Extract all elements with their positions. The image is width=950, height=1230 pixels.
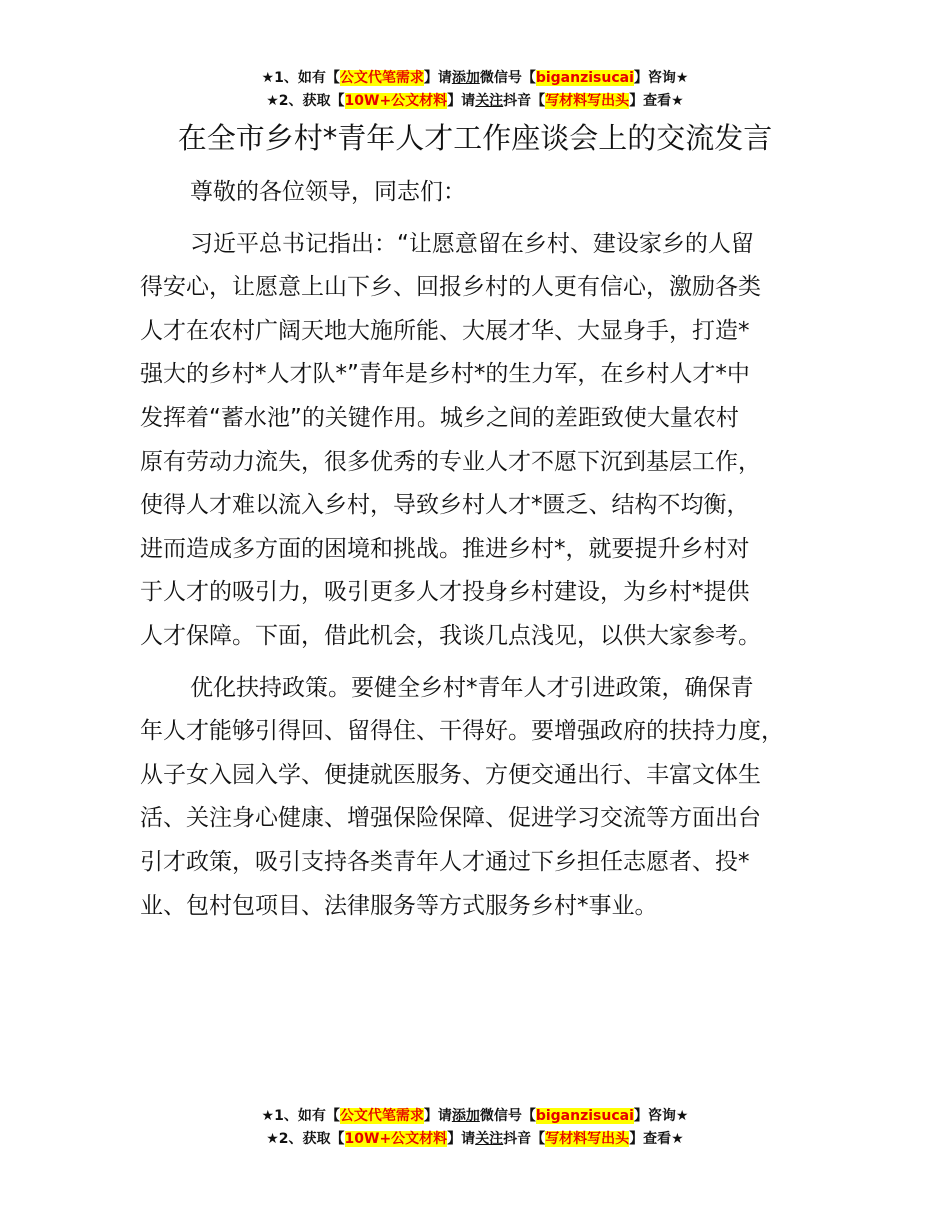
underlined-text: 添加 bbox=[451, 1108, 480, 1124]
banner-line-2 bbox=[0, 1128, 950, 1151]
text-line: 于人才的吸引力，吸引更多人才投身乡村建设，为乡村*提供 bbox=[140, 579, 750, 606]
paragraph-policy bbox=[140, 667, 830, 929]
text-line: 引才政策，吸引支持各类青年人才通过下乡担任志愿者、投* bbox=[140, 848, 750, 875]
highlight-douyin-account: 写材料写出头 bbox=[545, 1131, 630, 1147]
text-line: 发挥着“蓄水池”的关键作用。城乡之间的差距致使大量农村 bbox=[140, 404, 739, 431]
banner-text: ★1、如有【 bbox=[261, 1108, 340, 1124]
banner-text: 】请 bbox=[447, 93, 476, 109]
text-line: 人才保障。下面，借此机会，我谈几点浅见，以供大家参考。 bbox=[140, 622, 761, 649]
text-line: 从子女入园入学、便捷就医服务、方便交通出行、丰富文体生 bbox=[140, 761, 761, 788]
text-line: 使得人才难以流入乡村，导致乡村人才*匮乏、结构不均衡， bbox=[140, 492, 750, 519]
highlight-service: 公文代笔需求 bbox=[339, 70, 424, 86]
highlight-wechat-id: biganzisucai bbox=[535, 1108, 634, 1124]
banner-line-1 bbox=[0, 1105, 950, 1128]
footer-banner bbox=[0, 1105, 950, 1151]
banner-text: ★2、获取【 bbox=[266, 1131, 345, 1147]
text-line: 强大的乡村*人才队*”青年是乡村*的生力军，在乡村人才*中 bbox=[140, 361, 750, 388]
text-line: 习近平总书记指出：“让愿意留在乡村、建设家乡的人留 bbox=[190, 230, 754, 257]
text-line: 进而造成多方面的困境和挑战。推进乡村*，就要提升乡村对 bbox=[140, 535, 750, 562]
banner-text: 微信号【 bbox=[479, 1108, 536, 1124]
text-line: 优化扶持政策。要健全乡村*青年人才引进政策，确保青 bbox=[190, 674, 754, 701]
underlined-text: 关注 bbox=[475, 1131, 504, 1147]
paragraph-salutation bbox=[140, 171, 830, 215]
highlight-materials: 10W+公文材料 bbox=[344, 93, 448, 109]
underlined-text: 关注 bbox=[475, 93, 504, 109]
banner-text: 】请 bbox=[423, 70, 452, 86]
document-body bbox=[140, 171, 830, 936]
underlined-text: 添加 bbox=[451, 70, 480, 86]
highlight-wechat-id: biganzisucai bbox=[535, 70, 634, 86]
banner-line-2 bbox=[0, 90, 950, 113]
document-title: 在全市乡村*青年人才工作座谈会上的交流发言 bbox=[177, 121, 773, 155]
paragraph-intro bbox=[140, 223, 830, 659]
banner-text: 】请 bbox=[423, 1108, 452, 1124]
banner-text: 】咨询★ bbox=[633, 70, 689, 86]
banner-text: ★2、获取【 bbox=[266, 93, 345, 109]
text-line: 人才在农村广阔天地大施所能、大展才华、大显身手，打造* bbox=[140, 317, 750, 344]
text-line: 得安心，让愿意上山下乡、回报乡村的人更有信心，激励各类 bbox=[140, 274, 761, 301]
banner-line-1 bbox=[0, 67, 950, 90]
banner-text: 抖音【 bbox=[503, 93, 546, 109]
banner-text: 微信号【 bbox=[479, 70, 536, 86]
banner-text: 】咨询★ bbox=[633, 1108, 689, 1124]
text-line: 原有劳动力流失，很多优秀的专业人才不愿下沉到基层工作， bbox=[140, 448, 761, 475]
highlight-materials: 10W+公文材料 bbox=[344, 1131, 448, 1147]
text-line: 尊敬的各位领导，同志们： bbox=[190, 179, 466, 205]
text-line: 业、包村包项目、法律服务等方式服务乡村*事业。 bbox=[140, 892, 658, 919]
text-line: 年人才能够引得回、留得住、干得好。要增强政府的扶持力度， bbox=[140, 718, 784, 745]
text-line: 活、关注身心健康、增强保险保障、促进学习交流等方面出台 bbox=[140, 805, 761, 832]
banner-text: 抖音【 bbox=[503, 1131, 546, 1147]
banner-text: ★1、如有【 bbox=[261, 70, 340, 86]
highlight-douyin-account: 写材料写出头 bbox=[545, 93, 630, 109]
highlight-service: 公文代笔需求 bbox=[339, 1108, 424, 1124]
banner-text: 】查看★ bbox=[629, 1131, 684, 1147]
banner-text: 】查看★ bbox=[629, 93, 684, 109]
banner-text: 】请 bbox=[447, 1131, 476, 1147]
header-banner bbox=[0, 67, 950, 113]
